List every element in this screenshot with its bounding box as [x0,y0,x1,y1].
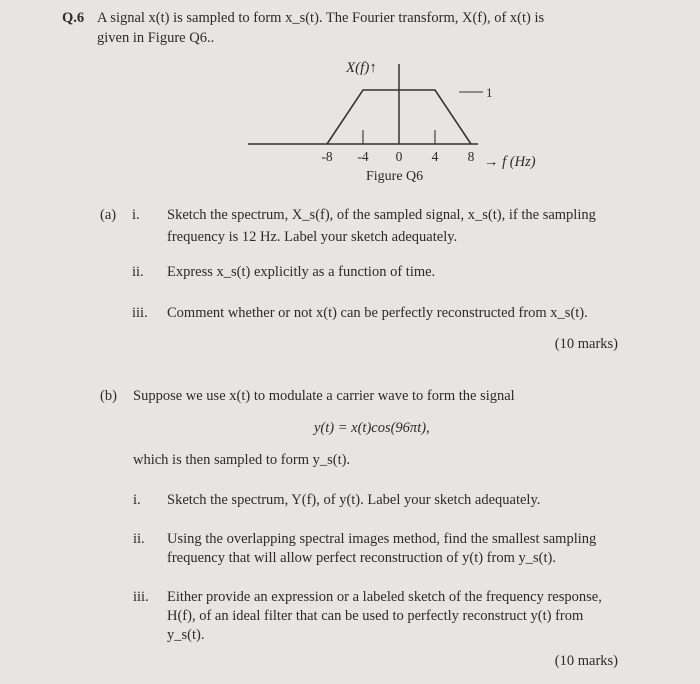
figure-q6-plot [240,50,570,190]
part-a-ii-num: ii. [132,264,144,280]
plot-y-label: X(f)↑ [346,60,377,76]
part-b-equation: y(t) = x(t)cos(96πt), [314,420,430,436]
part-a-marks: (10 marks) [554,336,618,352]
part-a-ii-line1: Express x_s(t) explicitly as a function of time. [167,264,436,280]
question-intro-line1: A signal x(t) is sampled to form x_s(t). The Fourier transform, X(f), of x(t) is [97,10,545,26]
part-b-ii-line1: Using the overlapping spectral images method, find the smallest sampling [167,531,597,547]
part-b-iii-line2: H(f), of an ideal filter that can be used to perfectly reconstruct y(t) from [167,608,584,624]
part-b-ii-num: ii. [133,531,145,547]
part-b-ii-line2: frequency that will allow perfect reconstruction of y(t) from y_s(t). [167,550,556,566]
plot-ticks [321,130,474,164]
part-b-intro: Suppose we use x(t) to modulate a carrier wave to form the signal [133,388,515,404]
level-label-1: 1 [486,85,493,100]
part-b-iii-line1: Either provide an expression or a labeled sketch of the frequency response, [167,589,602,605]
part-a-i-line1: Sketch the spectrum, X_s(f), of the sampled signal, x_s(t), if the sampling [167,207,596,223]
question-number: Q.6 [62,10,85,26]
part-b-i-line1: Sketch the spectrum, Y(f), of y(t). Label your sketch adequately. [167,492,541,508]
part-b-i-num: i. [133,492,141,508]
part-b-marks: (10 marks) [554,653,618,669]
part-b-iii-line3: y_s(t). [167,627,205,643]
part-a-i-line2: frequency is 12 Hz. Label your sketch adequately. [167,229,458,245]
tick-label-4: 4 [431,149,439,164]
question-intro-line2: given in Figure Q6.. [97,30,215,46]
part-a-label: (a) [100,207,117,223]
part-b-iii-num: iii. [133,589,149,605]
figure-caption: Figure Q6 [366,169,424,184]
part-a-iii-line1: Comment whether or not x(t) can be perfectly reconstructed from x_s(t). [167,305,588,321]
part-a-i-num: i. [132,207,140,223]
plot-x-label: → f (Hz) [484,154,536,170]
part-b-after: which is then sampled to form y_s(t). [133,452,351,468]
tick-label-neg8: -8 [321,149,333,164]
tick-label-0: 0 [395,149,403,164]
part-a-iii-num: iii. [132,305,148,321]
tick-label-8: 8 [467,149,475,164]
part-b-label: (b) [100,388,117,404]
tick-label-neg4: -4 [357,149,369,164]
